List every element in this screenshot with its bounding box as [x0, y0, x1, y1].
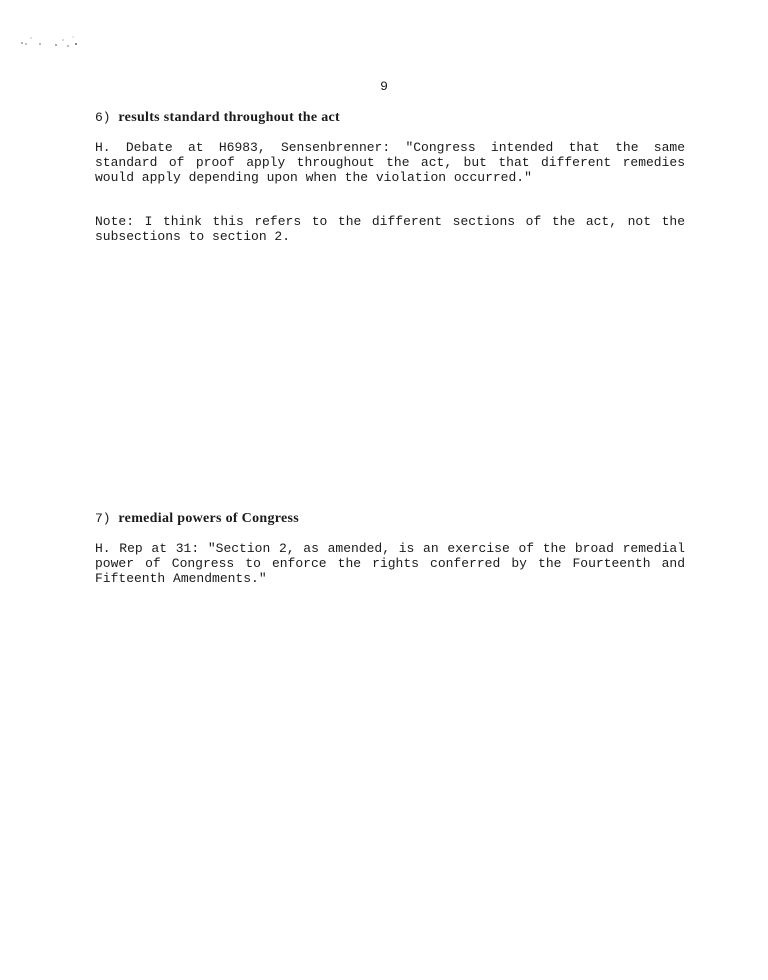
page-number: 9 — [380, 79, 388, 94]
note-paragraph: Note: I think this refers to the different sections of the act, not the subsections to section 2. — [95, 214, 685, 244]
quote-paragraph: H. Rep at 31: "Section 2, as amended, is an exercise of the broad remedial power of Congress to enforce the rights conferred by the Fourteenth and Fifteenth Amendments." — [95, 541, 685, 586]
section-heading-7 — [95, 511, 299, 526]
section-title: results standard throughout the act — [118, 110, 340, 125]
section-title: remedial powers of Congress — [118, 511, 300, 526]
section-heading-6 — [95, 110, 340, 125]
section-number: 6) — [95, 110, 111, 125]
quote-paragraph: H. Debate at H6983, Sensenbrenner: "Congress intended that the same standard of proof apply throughout the act, but that different remedies would apply depending upon when the violation occurred." — [95, 140, 685, 185]
scan-artifact-marks — [18, 34, 82, 50]
section-number: 7) — [95, 511, 111, 526]
